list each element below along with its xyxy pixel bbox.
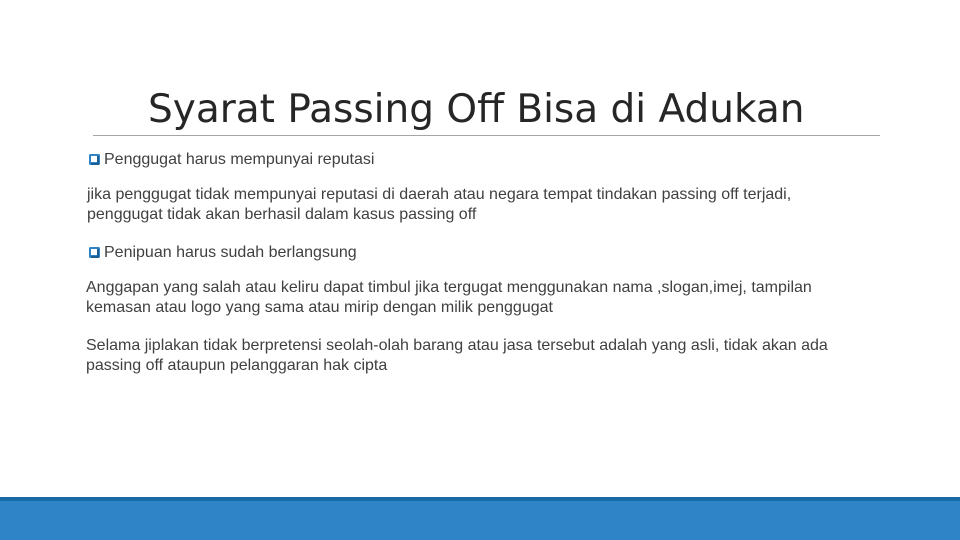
paragraph-reputasi: jika penggugat tidak mempunyai reputasi di daerah atau negara tempat tindakan passing off terjadi, penggugat tidak akan berhasil dalam kasus passing off: [87, 186, 792, 223]
checkbox-bullet-icon: [88, 245, 102, 261]
bullet-item-penipuan: [88, 243, 357, 263]
checkbox-bullet-icon: [88, 152, 102, 168]
slide-title: Syarat Passing Off Bisa di Adukan: [148, 87, 805, 132]
bullet-label: Penggugat harus mempunyai reputasi: [104, 151, 375, 168]
title-divider: [93, 135, 880, 136]
bullet-label: Penipuan harus sudah berlangsung: [104, 244, 357, 261]
paragraph-jiplakan: Selama jiplakan tidak berpretensi seolah-olah barang atau jasa tersebut adalah yang asli, tidak akan ada passing off ataupun pelanggaran hak cipta: [86, 337, 828, 374]
footer-bar: [0, 497, 960, 540]
bullet-item-reputasi: [88, 150, 374, 170]
paragraph-anggapan: Anggapan yang salah atau keliru dapat timbul jika tergugat menggunakan nama ,slogan,imej, tampilan kemasan atau logo yang sama atau mirip dengan milik penggugat: [86, 279, 812, 316]
footer-bar-accent: [0, 497, 960, 501]
